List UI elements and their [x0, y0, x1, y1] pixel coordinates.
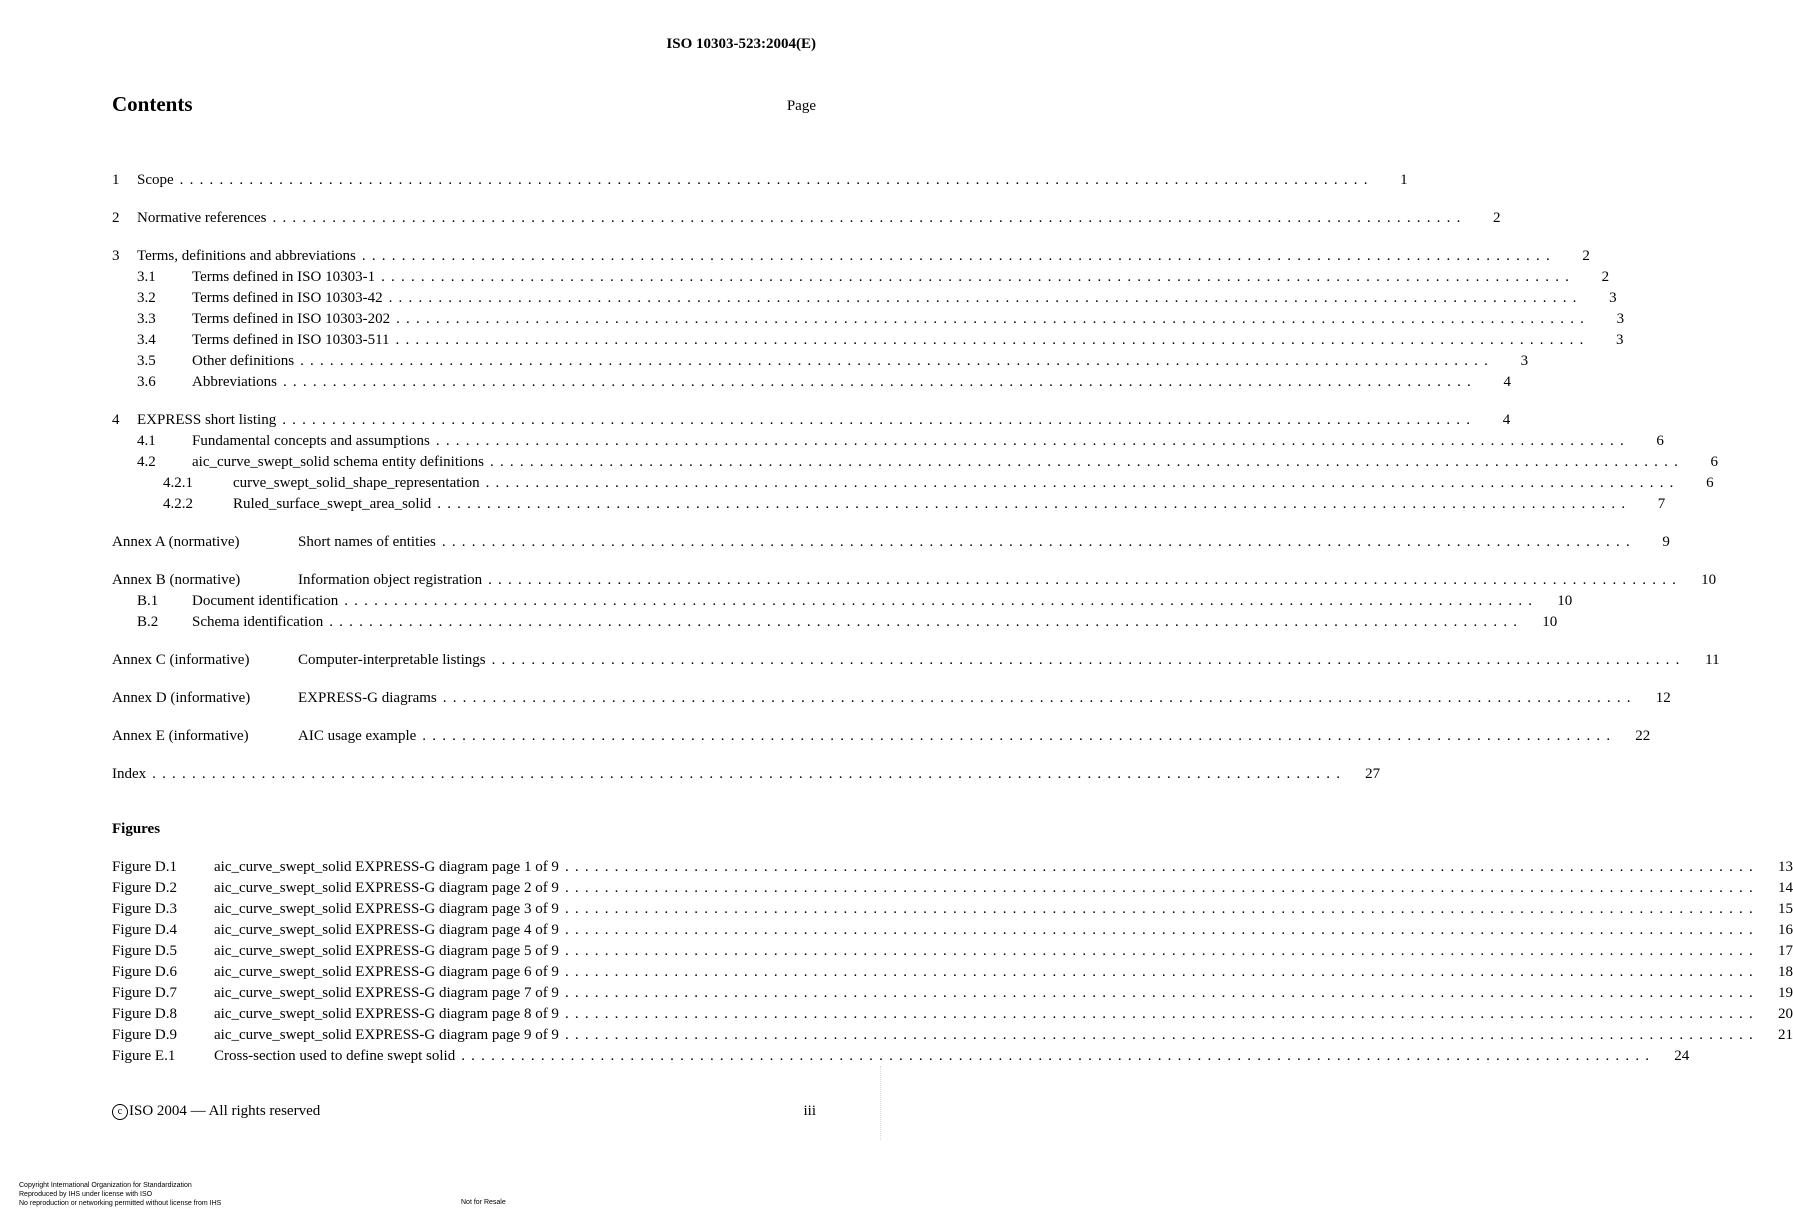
toc-entry-scope[interactable]	[112, 170, 1408, 191]
copyright-notice	[112, 1103, 320, 1120]
dot-leader: ........................................................................................................................	[396, 311, 1591, 327]
figure-entry-d9[interactable]	[112, 1025, 1793, 1046]
toc-page: 12	[1655, 690, 1671, 706]
toc-entry-3-6[interactable]	[112, 372, 1511, 393]
dot-leader: ........................................................................................................................	[344, 593, 1539, 609]
toc-number: Annex C (informative)	[112, 652, 250, 668]
figure-entry-d3[interactable]	[112, 899, 1793, 920]
dot-leader: ........................................................................................................................	[461, 1048, 1656, 1064]
contents-heading: Contents	[112, 92, 193, 116]
toc-number: 4.1	[137, 433, 156, 449]
toc-title: AIC usage example	[298, 728, 417, 744]
toc-number: B.1	[137, 593, 159, 609]
figure-entry-d7[interactable]	[112, 983, 1793, 1004]
figure-page: 19	[1777, 985, 1793, 1001]
toc-title: Terms defined in ISO 10303-511	[192, 332, 390, 348]
figure-number: Figure E.1	[112, 1048, 176, 1064]
dot-leader: ........................................................................................................................	[300, 353, 1495, 369]
figure-entry-d4[interactable]	[112, 920, 1793, 941]
toc-page: 11	[1705, 652, 1720, 668]
toc-number: 4.2.1	[163, 475, 193, 491]
toc-number: 3.6	[137, 374, 156, 390]
figure-title: aic_curve_swept_solid EXPRESS-G diagram page 5 of 9	[214, 943, 559, 959]
figure-number: Figure D.4	[112, 922, 177, 938]
toc-number: 3.5	[137, 353, 156, 369]
figure-entry-d6[interactable]	[112, 962, 1793, 983]
dot-leader: ........................................................................................................................	[441, 534, 1636, 550]
toc-number: Annex B (normative)	[112, 572, 241, 588]
toc-entry-4-2-1[interactable]	[112, 473, 1714, 494]
toc-title: EXPRESS-G diagrams	[298, 690, 437, 706]
dot-leader: ........................................................................................................................	[388, 290, 1583, 306]
toc-page: 10	[1701, 572, 1717, 588]
toc-number: 4.2	[137, 454, 156, 470]
toc-entry-3-2[interactable]	[112, 288, 1617, 309]
faint-watermark	[880, 1066, 887, 1140]
toc-entry-annex-b[interactable]	[112, 570, 1717, 591]
figure-entry-d1[interactable]	[112, 857, 1793, 878]
copyright-text: ISO 2004 — All rights reserved	[129, 1103, 321, 1119]
fine-print-line: Reproduced by IHS under license with ISO	[19, 1191, 153, 1198]
toc-number: Annex D (informative)	[112, 690, 251, 706]
dot-leader: ........................................................................................................................	[564, 985, 1759, 1001]
dot-leader: ........................................................................................................................	[564, 859, 1759, 875]
dot-leader: ........................................................................................................................	[282, 374, 1477, 390]
toc-page: 6	[1706, 475, 1714, 491]
toc-page: 2	[1601, 269, 1610, 285]
figure-title: aic_curve_swept_solid EXPRESS-G diagram page 9 of 9	[214, 1027, 559, 1043]
toc-entry-annex-a[interactable]	[112, 532, 1670, 553]
toc-title: Information object registration	[298, 572, 483, 588]
dot-leader: ........................................................................................................................	[437, 496, 1632, 512]
toc-title: Short names of entities	[298, 534, 436, 550]
toc-entry-index[interactable]	[112, 764, 1381, 785]
figure-title: aic_curve_swept_solid EXPRESS-G diagram page 2 of 9	[214, 880, 559, 896]
toc-number: Annex A (normative)	[112, 534, 240, 550]
toc-title: Schema identification	[192, 614, 324, 630]
toc-number: 3.4	[137, 332, 156, 348]
toc-entry-b-2[interactable]	[112, 612, 1558, 633]
dot-leader: ........................................................................................................................	[490, 454, 1685, 470]
dot-leader: ........................................................................................................................	[179, 172, 1374, 188]
figure-page: 14	[1777, 880, 1793, 896]
dot-leader: ........................................................................................................................	[564, 880, 1759, 896]
page-number: iii	[803, 1103, 816, 1119]
fine-print-line: Copyright International Organization for Standardization	[19, 1182, 192, 1189]
figure-entry-d8[interactable]	[112, 1004, 1793, 1025]
dot-leader: ........................................................................................................................	[422, 728, 1617, 744]
toc-page: 2	[1582, 248, 1590, 264]
toc-number: 3.2	[137, 290, 156, 306]
dot-leader: ........................................................................................................................	[564, 901, 1759, 917]
toc-number: 4.2.2	[163, 496, 193, 512]
toc-entry-annex-d[interactable]	[112, 688, 1671, 709]
toc-title: Computer-interpretable listings	[298, 652, 486, 668]
toc-page: 7	[1657, 496, 1666, 512]
toc-entry-3-1[interactable]	[112, 267, 1610, 288]
toc-entry-4-2-2[interactable]	[112, 494, 1666, 515]
figure-number: Figure D.3	[112, 901, 177, 917]
figure-title: aic_curve_swept_solid EXPRESS-G diagram page 8 of 9	[214, 1006, 559, 1022]
toc-page: 4	[1503, 374, 1511, 390]
figure-number: Figure D.5	[112, 943, 177, 959]
toc-page: 4	[1502, 412, 1511, 428]
dot-leader: ........................................................................................................................	[282, 412, 1477, 428]
toc-page: 1	[1400, 172, 1408, 188]
table-of-contents	[112, 170, 1793, 1067]
fine-print-line: No reproduction or networking permitted without license from IHS	[19, 1200, 222, 1207]
dot-leader: ........................................................................................................................	[564, 1027, 1759, 1043]
toc-title: Index	[112, 766, 147, 782]
figure-page: 18	[1777, 964, 1793, 980]
toc-title: Fundamental concepts and assumptions	[192, 433, 430, 449]
copyright-icon: c	[112, 1104, 128, 1120]
license-fine-print	[19, 1181, 221, 1208]
toc-entry-express-short-listing[interactable]	[112, 410, 1511, 431]
figure-title: aic_curve_swept_solid EXPRESS-G diagram page 7 of 9	[214, 985, 559, 1001]
standard-identifier: ISO 10303-523:2004(E)	[666, 36, 816, 52]
figure-page: 20	[1777, 1006, 1793, 1022]
toc-entry-normative-references[interactable]	[112, 208, 1501, 229]
toc-title: Ruled_surface_swept_area_solid	[233, 496, 432, 512]
figure-number: Figure D.1	[112, 859, 177, 875]
figure-page: 16	[1777, 922, 1793, 938]
toc-title: Terms, definitions and abbreviations	[137, 248, 356, 264]
figure-title: aic_curve_swept_solid EXPRESS-G diagram page 6 of 9	[214, 964, 559, 980]
toc-number: 2	[112, 210, 120, 226]
dot-leader: ........................................................................................................................	[381, 269, 1576, 285]
toc-title: EXPRESS short listing	[137, 412, 277, 428]
page-column-label: Page	[786, 98, 816, 114]
dot-leader: ........................................................................................................................	[564, 922, 1759, 938]
toc-page: 27	[1365, 766, 1381, 782]
dot-leader: ........................................................................................................................	[564, 964, 1759, 980]
dot-leader: ........................................................................................................................	[152, 766, 1347, 782]
figure-title: aic_curve_swept_solid EXPRESS-G diagram page 3 of 9	[214, 901, 559, 917]
figure-page: 24	[1674, 1048, 1690, 1064]
toc-page: 6	[1710, 454, 1719, 470]
dot-leader: ........................................................................................................................	[435, 433, 1630, 449]
toc-page: 22	[1635, 728, 1651, 744]
dot-leader: ........................................................................................................................	[485, 475, 1680, 491]
toc-number: 3	[112, 248, 120, 264]
figure-title: aic_curve_swept_solid EXPRESS-G diagram page 4 of 9	[214, 922, 559, 938]
figure-title: Cross-section used to define swept solid	[214, 1048, 456, 1064]
toc-title: Document identification	[192, 593, 339, 609]
toc-number: B.2	[137, 614, 159, 630]
toc-title: Scope	[137, 172, 174, 188]
dot-leader: ........................................................................................................................	[564, 943, 1759, 959]
toc-entry-annex-e[interactable]	[112, 726, 1651, 747]
not-for-resale-notice: Not for Resale	[461, 1199, 506, 1206]
toc-page: 3	[1520, 353, 1529, 369]
toc-entry-3-4[interactable]	[112, 330, 1624, 351]
toc-number: Annex E (informative)	[112, 728, 249, 744]
toc-entry-3-5[interactable]	[112, 351, 1529, 372]
figure-entry-d2[interactable]	[112, 878, 1793, 899]
toc-title: Terms defined in ISO 10303-202	[192, 311, 391, 327]
toc-entry-4-2[interactable]	[112, 452, 1719, 473]
toc-page: 3	[1609, 290, 1617, 306]
toc-entry-annex-c[interactable]	[112, 650, 1720, 671]
toc-page: 3	[1616, 311, 1625, 327]
figure-number: Figure D.6	[112, 964, 177, 980]
toc-page: 10	[1557, 593, 1573, 609]
toc-title: aic_curve_swept_solid schema entity definitions	[192, 454, 485, 470]
toc-number: 1	[112, 172, 120, 188]
toc-title: Other definitions	[192, 353, 295, 369]
toc-title: Terms defined in ISO 10303-1	[192, 269, 376, 285]
dot-leader: ........................................................................................................................	[491, 652, 1686, 668]
dot-leader: ........................................................................................................................	[395, 332, 1590, 348]
toc-page: 6	[1656, 433, 1664, 449]
toc-page: 2	[1493, 210, 1501, 226]
figure-title: aic_curve_swept_solid EXPRESS-G diagram page 1 of 9	[214, 859, 559, 875]
figures-heading: Figures	[112, 821, 161, 837]
dot-leader: ........................................................................................................................	[329, 614, 1524, 630]
figure-page: 21	[1777, 1027, 1793, 1043]
toc-page: 9	[1662, 534, 1670, 550]
toc-title: curve_swept_solid_shape_representation	[233, 475, 480, 491]
toc-title: Abbreviations	[192, 374, 277, 390]
toc-title: Terms defined in ISO 10303-42	[192, 290, 383, 306]
figure-number: Figure D.2	[112, 880, 177, 896]
dot-leader: ........................................................................................................................	[272, 210, 1467, 226]
figure-number: Figure D.7	[112, 985, 177, 1001]
dot-leader: ........................................................................................................................	[564, 1006, 1759, 1022]
dot-leader: ........................................................................................................................	[442, 690, 1637, 706]
figure-page: 17	[1777, 943, 1793, 959]
toc-number: 3.3	[137, 311, 156, 327]
figure-number: Figure D.9	[112, 1027, 177, 1043]
figure-entry-e1[interactable]	[112, 1046, 1690, 1067]
toc-entry-terms[interactable]	[112, 246, 1590, 267]
toc-number: 3.1	[137, 269, 156, 285]
toc-number: 4	[112, 412, 120, 428]
toc-entry-4-1[interactable]	[112, 431, 1664, 452]
toc-entry-b-1[interactable]	[112, 591, 1573, 612]
toc-entry-3-3[interactable]	[112, 309, 1625, 330]
figure-page: 15	[1777, 901, 1793, 917]
dot-leader: ........................................................................................................................	[361, 248, 1556, 264]
figure-page: 13	[1777, 859, 1793, 875]
toc-page: 10	[1542, 614, 1558, 630]
figure-number: Figure D.8	[112, 1006, 177, 1022]
toc-title: Normative references	[137, 210, 267, 226]
dot-leader: ........................................................................................................................	[488, 572, 1683, 588]
toc-page: 3	[1616, 332, 1624, 348]
figure-entry-d5[interactable]	[112, 941, 1793, 962]
